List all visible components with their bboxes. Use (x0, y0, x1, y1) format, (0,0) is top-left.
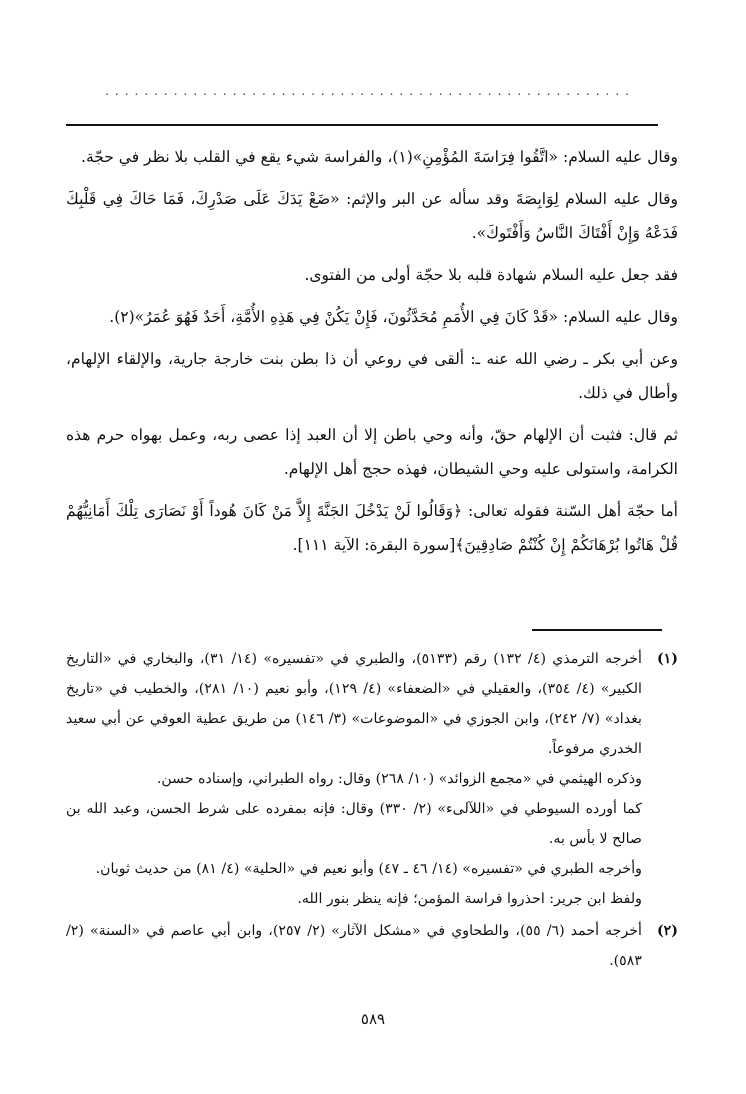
footnote-line: وأخرجه الطبري في «تفسيره» (١٤/ ٤٦ ـ ٤٧) وأبو نعيم في «الحلية» (٤/ ٨١) من حديث ثوبان. (95, 861, 642, 877)
footnote-line: وذكره الهيثمي في «مجمع الزوائد» (١٠/ ٢٦٨) وقال: رواه الطبراني، وإسناده حسن. (156, 771, 642, 787)
footnote-line: أخرجه الترمذي (٤/ ١٣٢) رقم (٥١٣٣)، والطبري في «تفسيره» (١٤/ ٣١)، والبخاري في «التاريخ الكبير» (٤/ ٣٥٤)، والعقيلي في «الضعفاء» (٤/ ١٢٩)، وأبو نعيم (١٠/ ٢٨١)، والخطيب في «تاريخ بغداد» (٧/ ٢٤٢)، وابن الجوزي في «الموضوعات» (٣/ ١٤٦) من طريق عطية العوفي عن أبي سعيد الخدري مرفوعاً. (66, 651, 643, 757)
footnote-number: (١) (656, 651, 678, 667)
header-rule (66, 124, 658, 126)
footnotes (66, 644, 678, 978)
paragraph: أما حجّة أهل السّنة فقوله تعالى: ﴿وَقَالُوا لَنْ يَدْخُلَ الجَنَّةَ إِلاَّ مَنْ كَانَ هُوداً أَوْ نَصَارَى تِلْكَ أَمَانِيُّهُمْ قُلْ هَاتُوا بُرْهَانَكُمْ إِنْ كُنْتُمْ صَادِقِينَ﴾[سورة البقرة: الآية ١١١]. (66, 502, 678, 554)
footnote-text (66, 644, 642, 914)
paragraph: وقال عليه السلام: «اتَّقُوا فِرَاسَةَ المُؤْمِنِ»(١)، والفراسة شيء يقع في القلب بلا نظر في حجّة. (81, 148, 678, 166)
paragraph: ثم قال: فثبت أن الإلهام حقّ، وأنه وحي باطن إلا أن العبد إذا عصى ربه، وعمل بهواه حرم هذه الكرامة، واستولى عليه وحي الشيطان، فهذه حجج أهل الإلهام. (66, 426, 678, 478)
footnote-line: أخرجه أحمد (٦/ ٥٥)، والطحاوي في «مشكل الآثار» (٢/ ٢٥٧)، وابن أبي عاصم في «السنة» (٢/ ٥٨٣). (66, 923, 642, 969)
header-dotted-line: ...................................................... (105, 84, 635, 98)
footnote-line: ولفظ ابن جرير: احذروا فراسة المؤمن؛ فإنه ينظر بنور الله. (297, 891, 642, 907)
footnote-2 (66, 916, 678, 976)
footnote-1 (66, 644, 678, 914)
paragraph: وقال عليه السلام لِوَابِصَةَ وقد سأله عن البر والإثم: «ضَعْ يَدَكَ عَلَى صَدْرِكَ، فَمَا حَاكَ فِي قَلْبِكَ فَدَعْهُ وَإِنْ أَفْتَاكَ النَّاسُ وَأَفْتَوكَ». (66, 190, 678, 242)
paragraph: فقد جعل عليه السلام شهادة قلبه بلا حجّة أولى من الفتوى. (304, 266, 678, 284)
footnote-line: كما أورده السيوطي في «اللآلىء» (٢/ ٣٣٠) وقال: فإنه بمفرده على شرط الحسن، وعبد الله بن صالح لا بأس به. (66, 801, 642, 847)
paragraph: وقال عليه السلام: «قَدْ كَانَ فِي الأُمَمِ مُحَدَّثُونَ، فَإِنْ يَكُنْ فِي هَذِهِ الأُمَّةِ، أَحَدٌ فَهُوَ عُمَرُ»(٢). (109, 308, 678, 326)
footnote-separator (532, 629, 662, 631)
footnote-number: (٢) (656, 923, 678, 939)
main-text (66, 140, 678, 570)
footnote-text (66, 916, 642, 976)
page-number: ٥٨٩ (360, 1010, 386, 1028)
paragraph: وعن أبي بكر ـ رضي الله عنه ـ: ألقى في روعي أن ذا بطن بنت خارجة جارية، والإلقاء الإلهام، وأطال في ذلك. (66, 350, 678, 402)
